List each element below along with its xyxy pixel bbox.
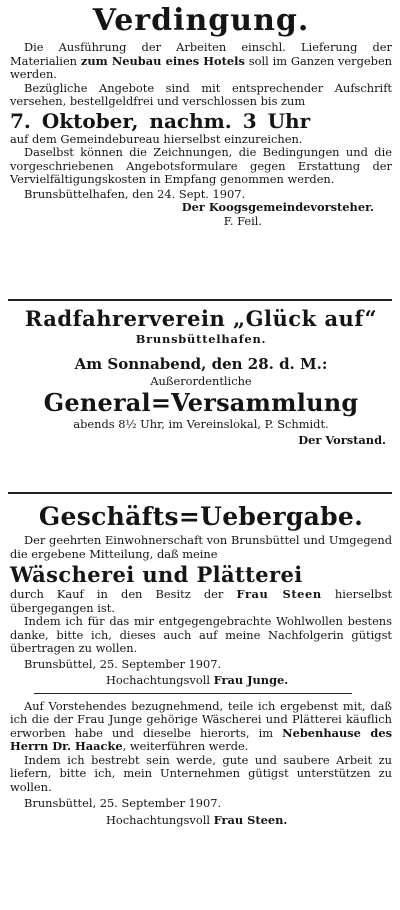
- meeting-event: General=Versammlung: [43, 388, 359, 417]
- transfer-place-date-2: Brunsbüttel, 25. September 1907.: [24, 796, 222, 810]
- transfer-paragraph-3: Auf Vorstehendes bezugnehmend, teile ich ergebenst mit, daß ich die der Frau Junge gehörige Wäscherei und Plätterei käuflich erworben habe und dieselbe hierorts, im Nebenhause des Herrn Dr. Haacke, weiterführen werde.: [10, 698, 392, 753]
- new-owner-name: Frau Steen: [236, 587, 322, 601]
- meeting-details: abends 8½ Uhr, im Vereinslokal, P. Schmidt.: [73, 417, 329, 431]
- tender-paragraph-1: Die Ausführung der Arbeiten einschl. Lieferung der Materialien zum Neubau eines Hotels soll im Ganzen vergeben werden.: [10, 40, 393, 81]
- tender-paragraph-3: auf dem Gemeindebureau hierselbst einzureichen.: [10, 131, 303, 146]
- business-transfer-notice: [10, 500, 392, 827]
- meeting-qualifier: Außerordentliche: [150, 373, 252, 388]
- cycling-club-notice: [10, 305, 392, 447]
- divider-1: [8, 299, 392, 301]
- new-location: Nebenhause des Herrn Dr. Haacke: [10, 725, 392, 753]
- club-signature: Der Vorstand.: [298, 432, 386, 447]
- transfer-paragraph-4: Indem ich bestrebt sein werde, gute und saubere Arbeit zu liefern, bitte ich, mein Unternehmen gütigst unterstützen zu wollen.: [10, 752, 392, 794]
- tender-paragraph-4: Daselbst können die Zeichnungen, die Bedingungen und die vorgeschriebenen Angebotsformulare gegen Erstattung der Vervielfältigungskosten in Empfang genommen werden.: [10, 145, 392, 186]
- business-name: Wäscherei und Plätterei: [10, 562, 303, 587]
- transfer-paragraph-2: Indem ich für das mir entgegengebrachte Wohlwollen bestens danke, bitte ich, dieses auch auf meine Nachfolgerin gütigst übertragen zu wollen.: [10, 614, 392, 655]
- transfer-place-date: Brunsbüttel, 25. September 1907.: [24, 656, 222, 671]
- meeting-date: Am Sonnabend, den 28. d. M.:: [74, 354, 328, 373]
- transfer-paragraph-1b: durch Kauf in den Besitz der Frau Steen hierselbst übergegangen ist.: [10, 587, 393, 615]
- transfer-title: Geschäfts=Uebergabe.: [38, 502, 364, 531]
- tender-paragraph-2: Bezügliche Angebote sind mit entsprechender Aufschrift versehen, bestellgeldfrei und verschlossen bis zum: [10, 80, 392, 108]
- new-owner-signature: Frau Steen.: [213, 812, 288, 827]
- inner-divider: [34, 693, 352, 694]
- tender-deadline: 7. Oktober, nachm. 3 Uhr: [10, 108, 311, 133]
- transfer-signoff: Hochachtungsvoll Frau Junge.: [106, 673, 289, 687]
- tender-authority: Der Koogsgemeindevorsteher.: [181, 200, 374, 214]
- club-title: Radfahrerverein „Glück auf“: [24, 306, 378, 331]
- tender-title: Verdingung.: [92, 3, 310, 38]
- transfer-signoff-2: Hochachtungsvoll Frau Steen.: [106, 812, 288, 827]
- club-location: Brunsbüttelhafen.: [135, 332, 267, 346]
- divider-2: [8, 492, 392, 494]
- previous-owner-signature: Frau Junge.: [213, 673, 289, 687]
- tender-project: zum Neubau eines Hotels: [80, 53, 245, 68]
- transfer-paragraph-1: Der geehrten Einwohnerschaft von Brunsbüttel und Umgegend die ergebene Mitteilung, daß meine: [10, 533, 392, 561]
- tender-signer: F. Feil.: [223, 213, 262, 228]
- tender-place-date: Brunsbüttelhafen, den 24. Sept. 1907.: [24, 186, 246, 201]
- tender-notice: [10, 2, 392, 228]
